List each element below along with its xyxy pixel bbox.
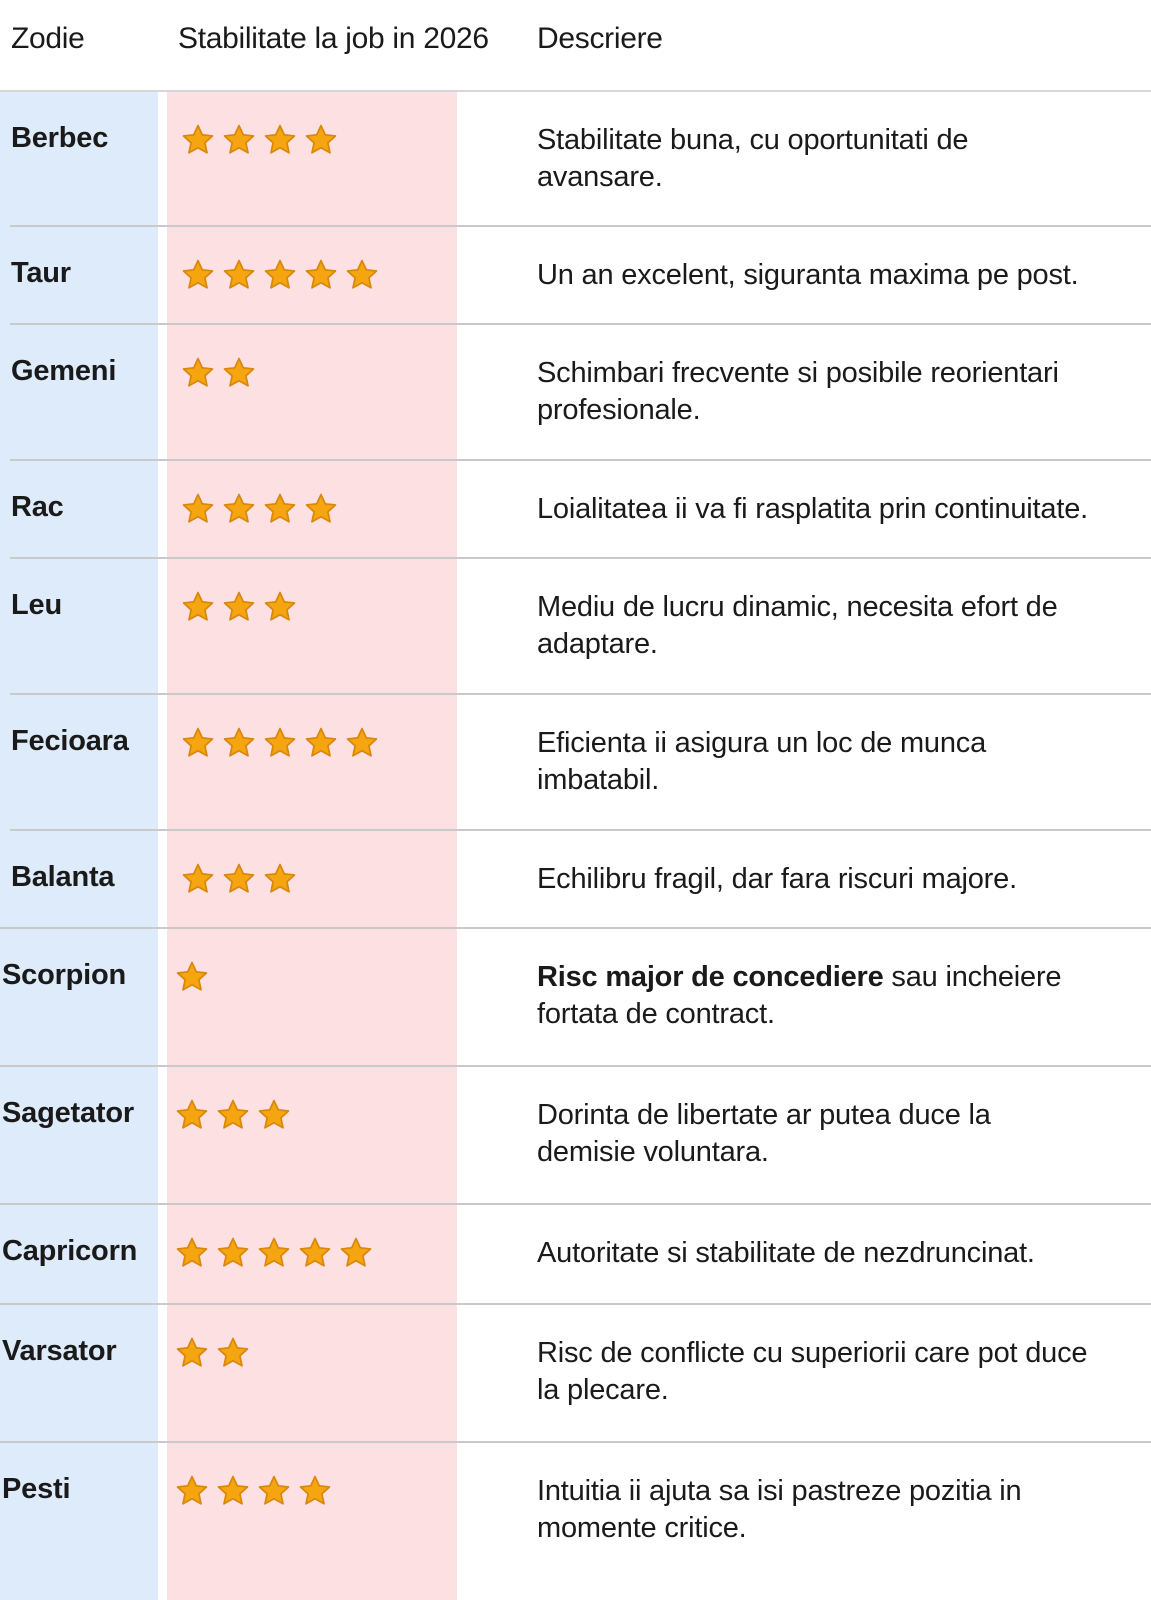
star-icon [263, 590, 297, 624]
table-row [0, 227, 1151, 325]
table-row [0, 695, 1151, 831]
star-icon [222, 590, 256, 624]
star-icon [222, 726, 256, 760]
star-icon [175, 960, 209, 994]
sign-description: Un an excelent, siguranta maxima pe post. [537, 259, 1079, 291]
star-icon [222, 492, 256, 526]
zodiac-sign: Fecioara [11, 725, 129, 757]
table-row [0, 559, 1151, 695]
star-icon [257, 1474, 291, 1508]
description-text: sau incheiere fortata de contract. [537, 961, 1062, 1030]
table-row [0, 325, 1151, 461]
zodiac-sign: Taur [11, 257, 71, 289]
zodiac-sign: Leu [11, 589, 62, 621]
star-icon [181, 726, 215, 760]
header-description: Descriere [537, 22, 663, 55]
star-icon [175, 1474, 209, 1508]
zodiac-sign: Rac [11, 491, 64, 523]
star-icon [181, 258, 215, 292]
zodiac-sign: Balanta [11, 861, 115, 893]
star-icon [257, 1236, 291, 1270]
sign-description: Dorinta de libertate ar putea duce la demisie voluntara. [537, 1099, 991, 1168]
table-row [0, 1305, 1151, 1443]
star-rating [181, 123, 345, 157]
star-rating [181, 258, 386, 292]
header-zodie: Zodie [11, 22, 85, 55]
star-icon [298, 1236, 332, 1270]
star-icon [345, 726, 379, 760]
star-icon [304, 123, 338, 157]
sign-description: Eficienta ii asigura un loc de munca imbatabil. [537, 727, 986, 796]
table-row [0, 92, 1151, 227]
zodiac-sign: Scorpion [2, 959, 127, 991]
sign-description: Mediu de lucru dinamic, necesita efort de adaptare. [537, 591, 1058, 660]
star-icon [304, 726, 338, 760]
star-icon [263, 258, 297, 292]
sign-description: Risc de conflicte cu superiorii care pot duce la plecare. [537, 1337, 1088, 1406]
star-icon [175, 1236, 209, 1270]
zodiac-sign: Sagetator [2, 1097, 134, 1129]
table-row [0, 831, 1151, 929]
star-icon [222, 258, 256, 292]
star-icon [181, 590, 215, 624]
star-rating [181, 356, 263, 390]
star-rating [175, 1336, 257, 1370]
sign-description: Autoritate si stabilitate de nezdruncinat. [537, 1237, 1035, 1269]
star-icon [345, 258, 379, 292]
zodiac-sign: Pesti [2, 1473, 71, 1505]
table-row [0, 1443, 1151, 1600]
star-icon [222, 123, 256, 157]
star-icon [181, 862, 215, 896]
sign-description: Stabilitate buna, cu oportunitati de avansare. [537, 124, 969, 193]
star-icon [175, 1336, 209, 1370]
table-row [0, 1067, 1151, 1205]
table-row [0, 1205, 1151, 1305]
star-rating [181, 862, 304, 896]
star-icon [181, 123, 215, 157]
star-rating [181, 726, 386, 760]
star-icon [222, 356, 256, 390]
star-icon [263, 492, 297, 526]
star-icon [181, 492, 215, 526]
sign-description: Schimbari frecvente si posibile reorientari profesionale. [537, 357, 1059, 426]
star-rating [181, 492, 345, 526]
star-icon [304, 258, 338, 292]
star-icon [339, 1236, 373, 1270]
star-rating [175, 960, 216, 994]
zodiac-sign: Varsator [2, 1335, 117, 1367]
table-header [0, 0, 1151, 92]
star-icon [216, 1098, 250, 1132]
star-rating [175, 1236, 380, 1270]
star-icon [257, 1098, 291, 1132]
zodiac-sign: Berbec [11, 122, 109, 154]
zodiac-sign: Capricorn [2, 1235, 138, 1267]
zodiac-sign: Gemeni [11, 355, 117, 387]
sign-description: Loialitatea ii va fi rasplatita prin continuitate. [537, 493, 1088, 525]
star-rating [175, 1474, 339, 1508]
table-row [0, 929, 1151, 1067]
star-icon [222, 862, 256, 896]
star-icon [216, 1336, 250, 1370]
sign-description [537, 959, 1137, 1033]
star-icon [304, 492, 338, 526]
star-icon [216, 1236, 250, 1270]
table-row [0, 461, 1151, 559]
star-icon [263, 123, 297, 157]
description-emphasis: Risc major de concediere [537, 961, 884, 993]
header-stability: Stabilitate la job in 2026 [178, 22, 489, 55]
sign-description: Intuitia ii ajuta sa isi pastreze pozitia in momente critice. [537, 1475, 1022, 1544]
star-icon [263, 726, 297, 760]
star-icon [181, 356, 215, 390]
star-rating [175, 1098, 298, 1132]
star-icon [263, 862, 297, 896]
star-icon [298, 1474, 332, 1508]
sign-description: Echilibru fragil, dar fara riscuri majore. [537, 863, 1017, 895]
star-rating [181, 590, 304, 624]
star-icon [216, 1474, 250, 1508]
star-icon [175, 1098, 209, 1132]
